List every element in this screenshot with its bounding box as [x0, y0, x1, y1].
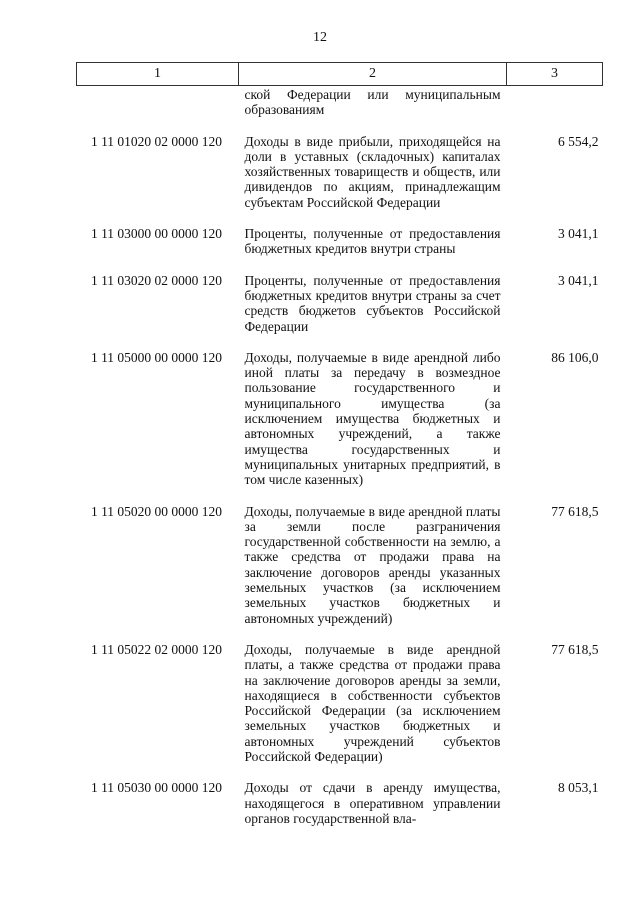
row-code: 1 11 05030 00 0000 120 — [90, 780, 223, 796]
row-description: Проценты, полученные от предоставления бюджетных кредитов внутри страны — [244, 226, 501, 257]
table-row — [77, 488, 603, 626]
table-row — [77, 86, 603, 118]
table-row — [77, 764, 603, 826]
row-amount: 3 041,1 — [558, 272, 599, 288]
row-amount: 77 618,5 — [551, 503, 599, 519]
row-description: Доходы, получаемые в виде арендной платы, а также средства от продажи права на заключение договоров аренды за земли, находящиеся в собственности субъектов Российской Федерации (за исключением земельных участков бюджетных и автономных учреждений субъектов Российской Федерации) — [244, 641, 501, 764]
table-header-row — [77, 63, 603, 86]
row-code: 1 11 05022 02 0000 120 — [90, 641, 223, 657]
row-description: Доходы, получаемые в виде арендной либо иной платы за передачу в возмездное пользование государственного и муниципального имущества (за исключением имущества бюджетных и автономных учреждений, а также имущества государственных и муниципальных унитарных предприятий, в том числе казенных) — [244, 349, 501, 488]
row-description: Доходы в виде прибыли, приходящейся на доли в уставных (складочных) капиталах хозяйственных товариществ и обществ, или дивидендов по акциям, принадлежащим субъектам Российской Федерации — [244, 133, 501, 210]
table-row — [77, 257, 603, 334]
row-description: Доходы от сдачи в аренду имущества, находящегося в оперативном управлении органов государственной вла- — [244, 780, 501, 826]
row-amount — [507, 86, 603, 118]
table-row — [77, 626, 603, 764]
row-code: 1 11 01020 02 0000 120 — [90, 133, 223, 149]
column-header-code: 1 — [77, 63, 239, 86]
table-row — [77, 210, 603, 257]
row-code: 1 11 03020 02 0000 120 — [90, 272, 223, 288]
row-amount: 6 554,2 — [558, 133, 599, 149]
row-amount: 86 106,0 — [551, 349, 599, 365]
page-number: 12 — [313, 30, 327, 45]
row-code: 1 11 05000 00 0000 120 — [90, 349, 223, 365]
row-description: Доходы, получаемые в виде арендной платы за земли после разграничения государственной собственности на землю, а также средства от продажи права на заключение договоров аренды указанных земельных участков (за исключением земельных участков бюджетных и автономных учреждений) — [244, 503, 501, 626]
row-code: 1 11 05020 00 0000 120 — [90, 503, 223, 519]
row-amount: 3 041,1 — [558, 226, 599, 242]
row-code — [77, 86, 239, 118]
row-description: ской Федерации или муниципальным образованиям — [244, 87, 501, 118]
table-row — [77, 334, 603, 488]
row-amount: 8 053,1 — [558, 780, 599, 796]
row-amount: 77 618,5 — [551, 641, 599, 657]
table-row — [77, 118, 603, 210]
revenue-table — [76, 62, 603, 826]
row-description: Проценты, полученные от предоставления бюджетных кредитов внутри страны за счет средств бюджетов субъектов Российской Федерации — [244, 272, 501, 334]
row-code: 1 11 03000 00 0000 120 — [90, 226, 223, 242]
column-header-amount: 3 — [507, 63, 603, 86]
column-header-description: 2 — [239, 63, 507, 86]
